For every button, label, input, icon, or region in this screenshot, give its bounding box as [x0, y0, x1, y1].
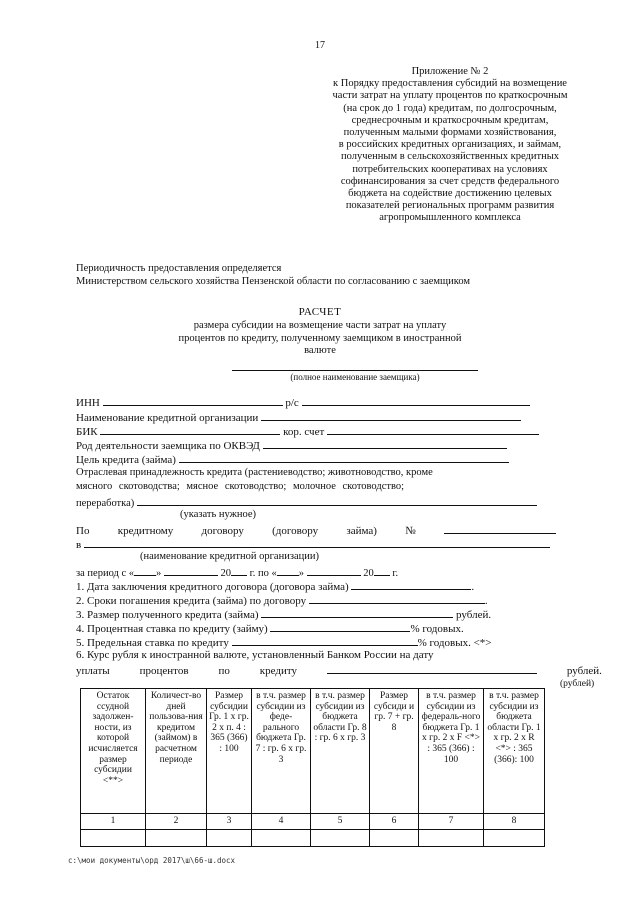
item2-row: 2. Сроки погашения кредита (займа) по договору .: [76, 592, 488, 608]
appendix-line: полученным в сельскохозяйственных кредитных: [340, 151, 560, 163]
agreement-word: кредитному: [117, 525, 174, 537]
bik-field[interactable]: [100, 423, 280, 435]
v-label: в: [76, 539, 82, 551]
period-start-day[interactable]: [134, 564, 156, 576]
calc-subtitle-line: процентов по кредиту, полученному заемщиком в иностранной: [178, 332, 462, 344]
specify-hint: (указать нужное): [180, 509, 257, 520]
period-quote-2: »: [298, 568, 305, 579]
rub-hint: (рублей): [560, 679, 595, 689]
item4-label: 4. Процентная ставка по кредиту (займу): [76, 623, 268, 635]
appendix-line: агропромышленного комплекса: [379, 212, 521, 224]
agreement-word: (договору: [272, 525, 319, 537]
rs-label: р/с: [285, 397, 299, 409]
period-year-2: 20: [363, 568, 374, 579]
table-number-cell: 1: [81, 814, 146, 830]
appendix-line: к Порядку предоставления субсидий на возмещение: [333, 78, 567, 90]
agreement-word: договору: [201, 525, 244, 537]
period-prefix: за период с «: [76, 568, 135, 579]
kor-field[interactable]: [327, 423, 539, 435]
kor-label: кор. счет: [283, 426, 325, 438]
appendix-line: среднесрочным и краткосрочным кредитам,: [351, 114, 549, 126]
item4-suffix: % годовых.: [410, 623, 464, 635]
credit-org-label: Наименование кредитной организации: [76, 412, 259, 424]
appendix-line: бюджета на содействие достижению целевых: [348, 188, 552, 200]
appendix-line: полученным малыми формами хозяйствования,: [343, 127, 557, 139]
period-year-1: 20: [220, 568, 232, 579]
item6-word: кредиту: [259, 665, 298, 677]
item6-line-1: 6. Курс рубля к иностранной валюте, установленный Банком России на дату: [76, 649, 434, 661]
table-number-cell: 4: [252, 814, 311, 830]
agreement-po: По: [76, 525, 90, 537]
rs-field[interactable]: [302, 394, 530, 406]
footer-path: c:\мои документы\орд 2017\ш\66-ш.docx: [68, 856, 236, 865]
inn-row: [76, 394, 530, 410]
item5-label: 5. Предельная ставка по кредиту: [76, 637, 229, 649]
table-header-cell: Количест-во дней пользова-ния кредитом (займом) в расчетном периоде: [146, 689, 207, 814]
periodicity-line-1: Периодичность предоставления определяется: [76, 263, 282, 274]
period-start-month[interactable]: [164, 564, 218, 576]
item6-word: уплаты: [76, 665, 110, 677]
table-header-cell: Размер субсиди и гр. 7 + гр. 8: [370, 689, 419, 814]
table-header-cell: в т.ч. размер субсидии из бюджета области Гр. 1 x гр. 2 x R <*> : 365 (366): 100: [484, 689, 545, 814]
calc-subtitle-line: размера субсидии на возмещение части затрат на уплату: [193, 320, 447, 331]
inn-label: ИНН: [76, 397, 100, 409]
table-header-cell: Размер субсидии Гр. 1 x гр. 2 x п. 4 : 365 (366) : 100: [207, 689, 252, 814]
table-number-cell: 6: [370, 814, 419, 830]
purpose-field[interactable]: [179, 451, 509, 463]
table-number-cell: 2: [146, 814, 207, 830]
agreement-number-field[interactable]: [444, 522, 556, 534]
item6-word: процентов: [139, 665, 189, 677]
credit-org-field[interactable]: [261, 409, 521, 421]
table-data-cell[interactable]: [484, 829, 545, 846]
appendix-line: (на срок до 1 года) кредитам, по долгосрочным,: [343, 102, 557, 114]
table-number-cell: 8: [484, 814, 545, 830]
item5-field[interactable]: [232, 634, 418, 646]
purpose-row: [76, 451, 509, 467]
industry-line-3: переработка): [76, 498, 135, 509]
item3-suffix: рублей.: [456, 609, 492, 621]
appendix-line: потребительских кооперативах на условиях: [352, 163, 548, 175]
industry-row-3: [76, 494, 537, 511]
item2-field[interactable]: [309, 592, 485, 604]
appendix-line: в российских кредитных организациях, и займам,: [338, 139, 562, 151]
table-data-cell[interactable]: [370, 829, 419, 846]
item3-label: 3. Размер полученного кредита (займа): [76, 609, 259, 621]
okved-label: Род деятельности заемщика по ОКВЭД: [76, 440, 260, 452]
bik-label: БИК: [76, 426, 98, 438]
calc-title: РАСЧЕТ: [298, 306, 342, 318]
table-number-cell: 3: [207, 814, 252, 830]
table-data-cell[interactable]: [207, 829, 252, 846]
table-header-cell: в т.ч. размер субсидии из феде-рального бюджета Гр. 7 : гр. 6 x гр. 3: [252, 689, 311, 814]
table-data-cell[interactable]: [146, 829, 207, 846]
calc-subtitle: [160, 320, 480, 358]
item1-field[interactable]: [351, 578, 471, 590]
item1-row: 1. Дата заключения кредитного договора (договора займа) .: [76, 578, 474, 594]
appendix-block: [300, 66, 600, 225]
table-data-cell[interactable]: [252, 829, 311, 846]
period-quote-1: »: [156, 568, 162, 579]
item4-field[interactable]: [270, 620, 410, 632]
item6-field[interactable]: [327, 662, 537, 674]
industry-field[interactable]: [137, 494, 537, 506]
period-end: г.: [392, 568, 399, 579]
table-number-row: [81, 814, 545, 830]
item1-label: 1. Дата заключения кредитного договора (договора займа): [76, 581, 349, 593]
borrower-name-hint: (полное наименование заемщика): [290, 372, 420, 382]
page-number: 17: [315, 40, 325, 51]
period-start-year[interactable]: [231, 564, 247, 576]
item3-field[interactable]: [261, 606, 453, 618]
appendix-line: показателей региональных программ развития: [345, 200, 555, 212]
appendix-line: части затрат на уплату процентов по краткосрочным: [332, 90, 568, 102]
industry-line-2: мясного скотоводства; мясное скотоводство; молочное скотоводство;: [76, 481, 405, 492]
appendix-line: софинансирования за счет средств федерального: [340, 175, 560, 187]
table-header-cell: Остаток ссудной задолжен-ности, из которой исчисляется размер субсидии <**>: [81, 689, 146, 814]
item5-suffix: % годовых. <*>: [417, 637, 492, 649]
table-header-cell: в т.ч. размер субсидии из федераль-ного бюджета Гр. 1 x гр. 2 x F <*> : 365 (366) : 100: [419, 689, 484, 814]
periodicity-note: [76, 262, 596, 288]
borrower-name-line[interactable]: [232, 370, 478, 371]
credit-org-hint: (наименование кредитной организации): [140, 551, 319, 562]
table-header-row: [81, 689, 545, 814]
bank-name-field[interactable]: [84, 536, 550, 548]
item6-word: по: [218, 665, 230, 677]
item2-label: 2. Сроки погашения кредита (займа) по договору: [76, 595, 307, 607]
table-data-cell[interactable]: [311, 829, 370, 846]
appendix-title: Приложение № 2: [411, 66, 489, 77]
calc-table: [80, 688, 545, 847]
period-end-year[interactable]: [374, 564, 390, 576]
okved-field[interactable]: [263, 437, 507, 449]
table-header-cell: в т.ч. размер субсидии из бюджета области Гр. 8 : гр. 6 x гр. 3: [311, 689, 370, 814]
item6-suffix: рублей.: [566, 665, 602, 677]
table-data-cell[interactable]: [419, 829, 484, 846]
inn-field[interactable]: [103, 394, 283, 406]
table-data-row: [81, 829, 545, 846]
period-mid: г. по «: [249, 568, 277, 579]
agreement-number-label: №: [405, 525, 416, 537]
table-number-cell: 7: [419, 814, 484, 830]
item6-row-2: [76, 662, 602, 678]
purpose-label: Цель кредита (займа): [76, 454, 176, 466]
industry-line-1: Отраслевая принадлежность кредита (растениеводство; животноводство, кроме: [76, 467, 433, 478]
table-number-cell: 5: [311, 814, 370, 830]
table-data-cell[interactable]: [81, 829, 146, 846]
period-end-day[interactable]: [277, 564, 299, 576]
periodicity-line-2: Министерством сельского хозяйства Пензенской области по согласованию с заемщиком: [76, 276, 471, 287]
period-end-month[interactable]: [307, 564, 361, 576]
agreement-word: займа): [346, 525, 377, 537]
calc-subtitle-line: валюте: [304, 345, 336, 356]
